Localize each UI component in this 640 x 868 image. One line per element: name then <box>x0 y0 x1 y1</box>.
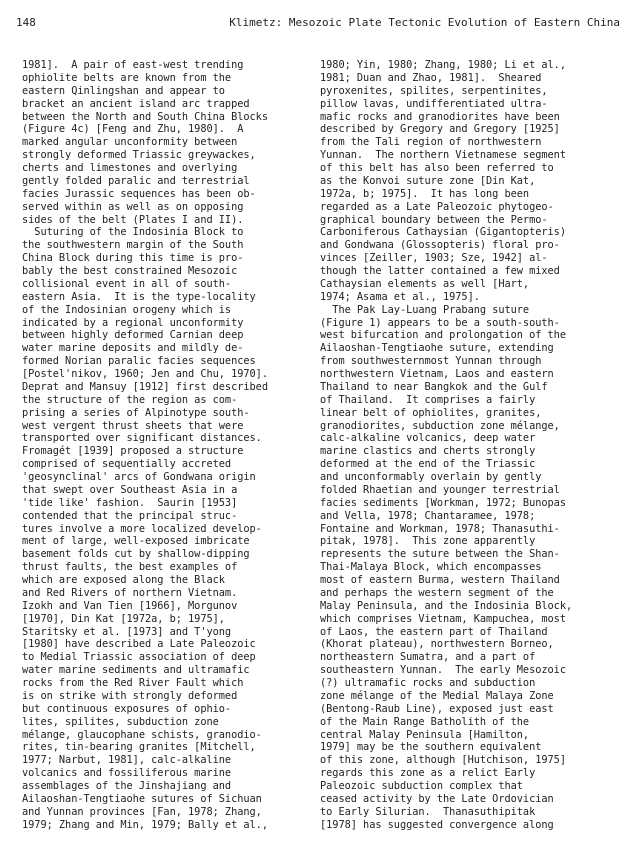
text-line: Cathaysian elements as well [Hart, <box>320 277 530 290</box>
text-line: west bifurcation and prolongation of the <box>320 329 566 342</box>
text-line: eastern Asia. It is the type-locality <box>22 290 256 303</box>
text-line: pyroxenites, spilites, serpentinites, <box>320 84 548 97</box>
text-line: 1979; Zhang and Min, 1979; Bally et al., <box>22 818 268 831</box>
text-line: Carboniferous Cathaysian (Gigantopteris) <box>320 226 566 239</box>
text-line: 1980; Yin, 1980; Zhang, 1980; Li et al., <box>320 59 566 71</box>
text-line: served within as well as on opposing <box>22 200 244 213</box>
text-line: regards this zone as a relict Early <box>320 767 536 780</box>
text-line: lites, spilites, subduction zone <box>22 715 219 728</box>
text-line: cherts and limestones and overlying <box>22 162 238 174</box>
running-title: Klimetz: Mesozoic Plate Tectonic Evolution of Eastern China <box>229 16 620 29</box>
text-line: ceased activity by the Late Ordovician <box>320 792 554 805</box>
text-line: deformed at the end of the Triassic <box>320 458 536 471</box>
text-line: (Khorat plateau), northwestern Borneo, <box>320 638 554 651</box>
text-line: China Block during this time is pro- <box>22 252 244 265</box>
text-line: of Laos, the eastern part of Thailand <box>320 625 548 638</box>
text-line: strongly deformed Triassic greywackes, <box>22 149 256 162</box>
text-line: 1981]. A pair of east-west trending <box>22 59 244 71</box>
text-line: mafic rocks and granodiorites have been <box>320 110 560 123</box>
text-line: (Bentong-Raub Line), exposed just east <box>320 702 554 715</box>
text-line: eastern Qinlingshan and appear to <box>22 84 225 97</box>
text-line: regarded as a Late Paleozoic phytogeo- <box>320 200 554 213</box>
text-line: from southwesternmost Yunnan through <box>320 355 542 368</box>
text-line: of this zone, although [Hutchison, 1975] <box>320 754 566 767</box>
text-line: pillow lavas, undifferentiated ultra- <box>320 97 548 110</box>
text-line: (Figure 4c) [Feng and Zhu, 1980]. A <box>22 123 244 136</box>
text-line: collisional event in all of south- <box>22 277 232 290</box>
text-line: and unconformably overlain by gently <box>320 471 542 483</box>
text-line: of this belt has also been referred to <box>320 162 554 174</box>
text-line: Suturing of the Indosinia Block to <box>22 226 244 239</box>
text-line: the southwestern margin of the South <box>22 239 244 252</box>
text-line: Thai-Malaya Block, which encompasses <box>320 561 542 574</box>
text-line: west vergent thrust sheets that were <box>22 419 244 432</box>
text-line: graphical boundary between the Permo- <box>320 213 548 226</box>
text-line: indicated by a regional unconformity <box>22 316 244 329</box>
text-line: marine clastics and cherts strongly <box>320 445 536 458</box>
text-line: Malay Peninsula, and the Indosinia Block, <box>320 599 573 612</box>
text-line: (?) ultramafic rocks and subduction <box>320 677 536 689</box>
text-line: of the Main Range Batholith of the <box>320 715 530 728</box>
text-line: between highly deformed Carnian deep <box>22 329 244 342</box>
text-line: bracket an ancient island arc trapped <box>22 97 250 110</box>
text-line: and perhaps the western segment of the <box>320 586 554 599</box>
text-line: 'geosynclinal' arcs of Gondwana origin <box>22 471 256 483</box>
page-header <box>16 16 620 32</box>
text-line: zone mélange of the Medial Malaya Zone <box>320 689 554 702</box>
text-line: rites, tin-bearing granites [Mitchell, <box>22 741 256 754</box>
text-line: gently folded paralic and terrestrial <box>22 174 250 187</box>
text-line: volcanics and fossiliferous marine <box>22 767 232 780</box>
text-line: tures involve a more localized develop- <box>22 522 262 535</box>
text-line: the structure of the region as com- <box>22 393 238 406</box>
text-line: [1978] has suggested convergence along <box>320 818 554 831</box>
text-line: from the Tali region of northwestern <box>320 136 542 149</box>
left-text-column <box>22 59 318 832</box>
text-line: Paleozoic subduction complex that <box>320 780 523 792</box>
text-line: which are exposed along the Black <box>22 574 225 586</box>
text-line: folded Rhaetian and younger terrestrial <box>320 483 560 496</box>
text-line: sides of the belt (Plates I and II). <box>22 213 244 226</box>
text-line: facies Jurassic sequences has been ob- <box>22 187 256 200</box>
text-line: comprised of sequentially accreted <box>22 458 232 471</box>
text-line: transported over significant distances. <box>22 432 262 445</box>
text-line: between the North and South China Blocks <box>22 110 268 123</box>
text-line: 1979] may be the southern equivalent <box>320 741 542 754</box>
right-text-column <box>320 59 616 832</box>
text-line: (Figure 1) appears to be a south-south- <box>320 316 560 329</box>
text-line: though the latter contained a few mixed <box>320 265 560 277</box>
text-line: bably the best constrained Mesozoic <box>22 265 238 277</box>
text-line: The Pak Lay-Luang Prabang suture <box>320 303 530 316</box>
text-line: prising a series of Alpinotype south- <box>22 406 250 419</box>
text-line: rocks from the Red River Fault which <box>22 677 244 689</box>
text-line: central Malay Peninsula [Hamilton, <box>320 728 530 741</box>
text-line: water marine deposits and mildly de- <box>22 342 244 355</box>
text-line: vinces [Zeiller, 1903; Sze, 1942] al- <box>320 252 548 265</box>
text-line: Staritsky et al. [1973] and T'yong <box>22 625 232 638</box>
text-line: of Thailand. It comprises a fairly <box>320 393 536 406</box>
text-line: as the Konvoi suture zone [Din Kat, <box>320 174 536 187</box>
text-line: southeastern Yunnan. The early Mesozoic <box>320 664 566 677</box>
text-line: ophiolite belts are known from the <box>22 71 232 84</box>
text-line: linear belt of ophiolites, granites, <box>320 406 542 419</box>
text-line: northwestern Vietnam, Laos and eastern <box>320 368 554 380</box>
text-line: 'tide like' fashion. Saurin [1953] <box>22 496 238 509</box>
text-line: ment of large, well-exposed imbricate <box>22 535 250 548</box>
text-line: Yunnan. The northern Vietnamese segment <box>320 149 566 162</box>
text-line: Ailaoshan-Tengtiaohe sutures of Sichuan <box>22 792 262 805</box>
text-line: 1981; Duan and Zhao, 1981]. Sheared <box>320 71 542 84</box>
text-line: which comprises Vietnam, Kampuchea, most <box>320 612 566 625</box>
text-line: but continuous exposures of ophio- <box>22 702 232 715</box>
text-line: granodiorites, subduction zone mélange, <box>320 419 560 432</box>
text-line: facies sediments [Workman, 1972; Bunopas <box>320 496 566 509</box>
text-line: basement folds cut by shallow-dipping <box>22 548 250 561</box>
text-line: Ailaoshan-Tengtiaohe suture, extending <box>320 342 554 355</box>
text-line: represents the suture between the Shan- <box>320 548 560 561</box>
text-line: thrust faults, the best examples of <box>22 561 238 574</box>
text-line: contended that the principal struc- <box>22 509 238 522</box>
text-line: Fromagét [1939] proposed a structure <box>22 445 244 458</box>
text-line: is on strike with strongly deformed <box>22 689 238 702</box>
text-line: pitak, 1978]. This zone apparently <box>320 535 536 548</box>
page-number: 148 <box>16 16 36 29</box>
text-line: Thailand to near Bangkok and the Gulf <box>320 380 548 393</box>
text-line: marked angular unconformity between <box>22 136 238 149</box>
text-line: to Early Silurian. Thanasuthipitak <box>320 805 536 818</box>
text-line: [1970], Din Kat [1972a, b; 1975], <box>22 612 225 625</box>
text-line: [1980] have described a Late Paleozoic <box>22 638 256 651</box>
text-line: to Medial Triassic association of deep <box>22 651 256 664</box>
text-line: formed Norian paralic facies sequences <box>22 355 256 368</box>
text-line: that swept over Southeast Asia in a <box>22 483 238 496</box>
text-line: northeastern Sumatra, and a part of <box>320 651 536 664</box>
text-line: [Postel'nikov, 1960; Jen and Chu, 1970]. <box>22 368 268 380</box>
text-line: 1977; Narbut, 1981], calc-alkaline <box>22 754 232 767</box>
text-line: assemblages of the Jinshajiang and <box>22 780 232 792</box>
text-line: Fontaine and Workman, 1978; Thanasuthi- <box>320 522 560 535</box>
text-line: water marine sediments and ultramafic <box>22 664 250 677</box>
text-line: of the Indosinian orogeny which is <box>22 303 232 316</box>
text-line: most of eastern Burma, western Thailand <box>320 574 560 586</box>
text-line: and Red Rivers of northern Vietnam. <box>22 586 238 599</box>
text-line: 1972a, b; 1975]. It has long been <box>320 187 530 200</box>
text-line: 1974; Asama et al., 1975]. <box>320 290 480 303</box>
text-line: and Vella, 1978; Chantaramee, 1978; <box>320 509 536 522</box>
text-line: and Gondwana (Glossopteris) floral pro- <box>320 239 560 252</box>
text-line: described by Gregory and Gregory [1925] <box>320 123 560 136</box>
text-line: and Yunnan provinces [Fan, 1978; Zhang, <box>22 805 262 818</box>
text-line: Deprat and Mansuy [1912] first described <box>22 380 268 393</box>
text-line: Izokh and Van Tien [1966], Morgunov <box>22 599 238 612</box>
text-line: mélange, glaucophane schists, granodio- <box>22 728 262 741</box>
text-line: calc-alkaline volcanics, deep water <box>320 432 536 445</box>
